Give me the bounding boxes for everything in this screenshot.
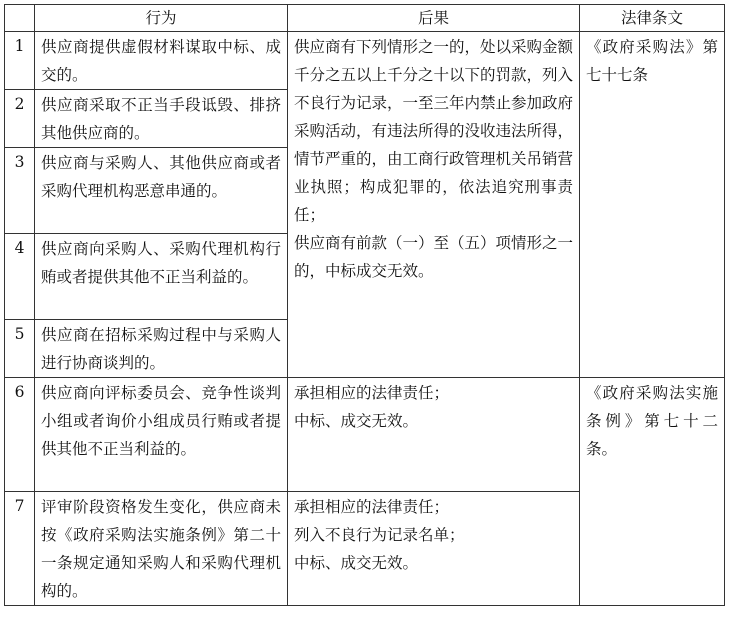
article-text: 《政府采购法实施条例》第七十二条。 bbox=[586, 384, 718, 458]
row-number: 3 bbox=[5, 148, 35, 234]
behavior-cell: 评审阶段资格发生变化，供应商未按《政府采购法实施条例》第二十一条规定通知采购人和采购代理机构的。 bbox=[35, 492, 288, 606]
behavior-cell: 供应商提供虚假材料谋取中标、成交的。 bbox=[35, 32, 288, 90]
consequence-cell bbox=[288, 492, 580, 606]
behavior-cell: 供应商采取不正当手段诋毁、排挤其他供应商的。 bbox=[35, 90, 288, 148]
consequence-line: 承担相应的法律责任； bbox=[294, 384, 450, 402]
row-number: 4 bbox=[5, 234, 35, 320]
header-index bbox=[5, 5, 35, 32]
consequence-line: 列入不良行为记录名单； bbox=[294, 526, 465, 544]
behavior-cell: 供应商向评标委员会、竞争性谈判小组或者询价小组成员行贿或者提供其他不正当利益的。 bbox=[35, 378, 288, 492]
behavior-cell: 供应商向采购人、采购代理机构行贿或者提供其他不正当利益的。 bbox=[35, 234, 288, 320]
table-row bbox=[5, 378, 725, 492]
header-row bbox=[5, 5, 725, 32]
header-behavior: 行为 bbox=[35, 5, 288, 32]
header-consequence: 后果 bbox=[288, 5, 580, 32]
consequence-cell bbox=[288, 378, 580, 492]
behavior-cell: 供应商与采购人、其他供应商或者采购代理机构恶意串通的。 bbox=[35, 148, 288, 234]
consequence-line: 供应商有前款（一）至（五）项情形之一的，中标成交无效。 bbox=[294, 234, 574, 280]
article-cell bbox=[580, 378, 725, 606]
header-article: 法律条文 bbox=[580, 5, 725, 32]
article-cell bbox=[580, 32, 725, 378]
behavior-cell: 供应商在招标采购过程中与采购人进行协商谈判的。 bbox=[35, 320, 288, 378]
consequence-line: 中标、成交无效。 bbox=[294, 412, 419, 430]
consequence-cell bbox=[288, 32, 580, 378]
article-text: 《政府采购法》第七十七条 bbox=[586, 38, 718, 84]
law-table bbox=[4, 4, 725, 606]
row-number: 5 bbox=[5, 320, 35, 378]
row-number: 6 bbox=[5, 378, 35, 492]
consequence-line: 供应商有下列情形之一的，处以采购金额千分之五以上千分之十以下的罚款，列入不良行为记录，一至三年内禁止参加政府采购活动，有违法所得的没收违法所得，情节严重的，由工商行政管理机关吊销营业执照；构成犯罪的，依法追究刑事责任； bbox=[294, 38, 574, 224]
table-row bbox=[5, 32, 725, 90]
consequence-line: 中标、成交无效。 bbox=[294, 554, 419, 572]
row-number: 2 bbox=[5, 90, 35, 148]
consequence-line: 承担相应的法律责任； bbox=[294, 498, 450, 516]
row-number: 1 bbox=[5, 32, 35, 90]
row-number: 7 bbox=[5, 492, 35, 606]
